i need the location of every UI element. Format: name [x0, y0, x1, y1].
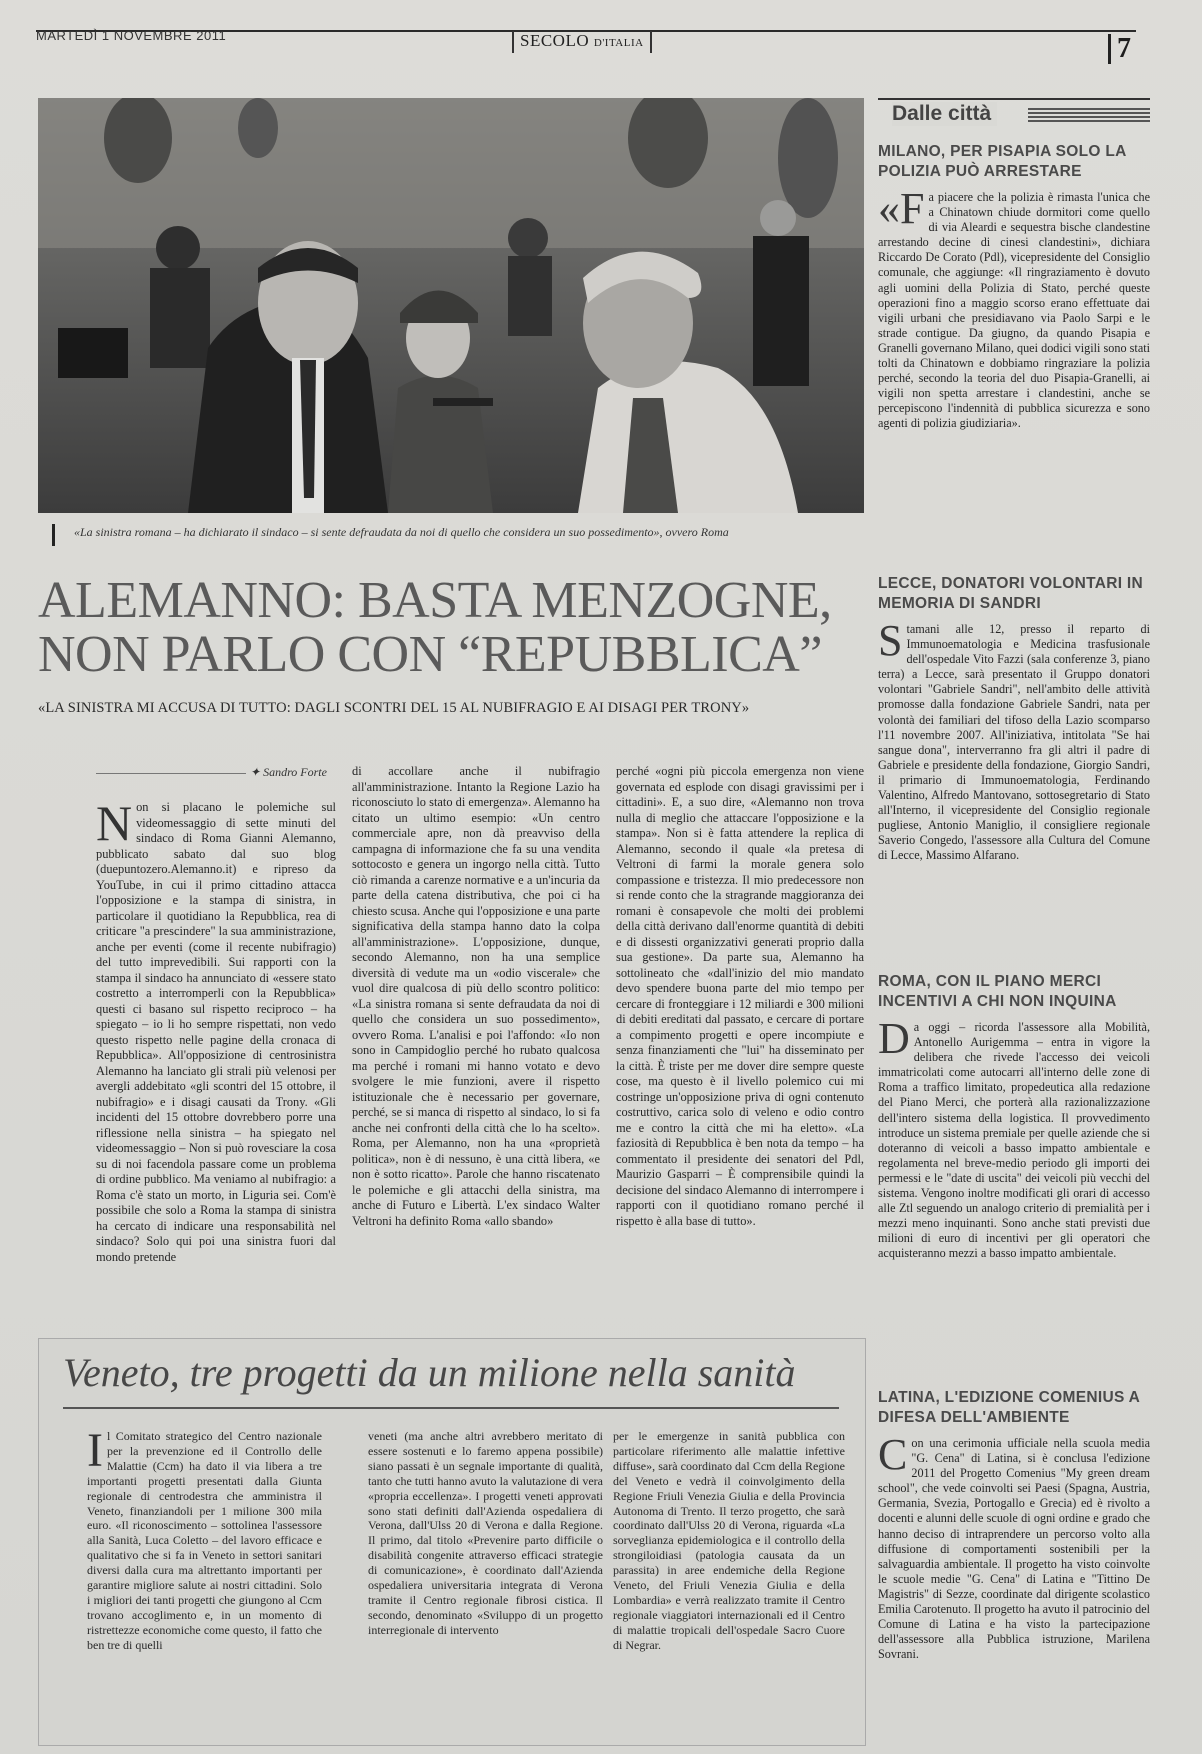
sidebar-item-lecce — [878, 574, 1150, 960]
masthead-brand — [512, 31, 652, 53]
article-column-1 — [96, 800, 336, 1315]
sidebar-item-latina — [878, 1388, 1150, 1726]
sidebar-item-text — [878, 1020, 1150, 1376]
veneto-column-3 — [613, 1429, 845, 1729]
photo-illustration — [38, 98, 864, 513]
sidebar-item-text — [878, 190, 1150, 562]
sidebar-item-text — [878, 622, 1150, 960]
author-name: Sandro Forte — [263, 765, 327, 779]
article-column-1-text: on si placano le polemiche sul videomessaggio di sette minuti del sindaco di Roma Gianni Alemanno, pubblicato sabato dal suo blog (duepuntozero.Alemanno.it) e ripreso da YouTube, in cui il primo cittadino attacca l'opposizione e la stampa di sinistra, in particolare il quotidiano la Repubblica, rea di criticare "a prescindere" la sua amministrazione, anche per eventi (come il recente nubifragio) del tutto imprevedibili. Sui rapporti con la stampa il sindaco ha annunciato di «essere stato costretto a interromperli con la Repubblica» questi ci basano sul rispetto reciproco – ha spiegato – io li ho sempre rispettati, non vedo questo rispetto nelle pagine della cronaca di Repubblica». All'opposizione di centrosinistra Alemanno ha lanciato gli strali più velenosi per avergli addebitato «gli scontri del 15 ottobre, il nubifragio» e i disagi causati da Trony. «Gli incidenti del 15 ottobre dovrebbero porre una riflessione nella sinistra – ha spiegato nel videomessaggio – Non si può rovesciare la cosa su di noi facendola passare come un problema di ordine pubblico. Ma veniamo al nubifragio: a Roma c'è stato un morto, in Liguria sei. Com'è possibile che solo a Roma la stampa di sinistra ha cercato di indicare una responsabilità nel sindaco? Solo qui poi una sinistra fuori dal mondo pretende — [96, 800, 336, 1264]
headline-line-2: NON PARLO CON “REPUBBLICA” — [38, 626, 822, 683]
masthead-brand-small: D'ITALIA — [593, 37, 644, 49]
sidebar-item-title: ROMA, CON IL PIANO MERCI INCENTIVI A CHI NON INQUINA — [878, 973, 1117, 1010]
veneto-article-box — [38, 1338, 866, 1746]
veneto-dropcap: I — [87, 1429, 103, 1477]
sidebar-item-title: MILANO, PER PISAPIA SOLO LA POLIZIA PUÒ ARRESTARE — [878, 143, 1127, 180]
article-column-3 — [616, 764, 864, 1315]
photo-caption: «La sinistra romana – ha dichiarato il sindaco – si sente defraudata da noi di quello che considera un suo possedimento», ovvero Roma — [74, 525, 729, 539]
article-headline — [38, 574, 868, 682]
veneto-column-3-text: per le emergenze in sanità pubblica con particolare riferimento alle malattie infettive diffuse», sarà coordinato dal Ccm della Regione del Veneto e vedrà il coinvolgimento della Regione Friuli Venezia Giulia e della Provincia Autonoma di Trento. Il terzo progetto, che sarà coordinato dall'Ulss 20 di Verona, riguarda «La sorveglianza epidemiologica e il controllo della strongiloidiasi (patologia causata da un parassita) in aree endemiche della Regione Veneto, del Friuli Venezia Giulia e della Lombardia» e verrà realizzato tramite il Centro regionale viaggiatori internazionali ed il Centro di malattie tropicali dell'ospedale Sacro Cuore di Negrar. — [613, 1429, 845, 1652]
headline-line-1: ALEMANNO: BASTA MENZOGNE, — [38, 572, 832, 629]
sidebar-header-stripes — [1028, 108, 1150, 122]
author-rule — [96, 773, 246, 774]
article-column-2 — [352, 764, 600, 1315]
sidebar-item-roma — [878, 972, 1150, 1376]
caption-rule — [52, 524, 55, 546]
sidebar-item-dropcap: D — [878, 1020, 910, 1063]
sidebar-item-title: LATINA, L'EDIZIONE COMENIUS A DIFESA DELL'AMBIENTE — [878, 1389, 1140, 1426]
veneto-rule — [63, 1407, 839, 1409]
article-column-2-text: di accollare anche il nubifragio all'amministrazione. Intanto la Regione Lazio ha riconosciuto lo stato di emergenza». Alemanno ha citato un ultimo esempio: «Un centro commerciale apre, non dà preavviso della campagna di informazione che fa su una vendita sottocosto e genera un ingorgo nella città. Tutto ciò rimanda a carenze normative e a un'incuria da parte della catena distributiva, che poi ci ha chiesto scusa. Anche qui l'opposizione e una parte significativa della stampa hanno dato la colpa all'amministrazione». L'opposizione, dunque, secondo Alemanno, non ha una semplice diversità di vedute ma un «odio viscerale» che vuol dire qualcosa di più dello scontro politico: «La sinistra romana si sente defraudata da noi di quello che considera un suo possedimento», ovvero Roma. L'analisi e poi l'affondo: «Io non sono in Campidoglio perché ho rubato qualcosa ma perché i romani mi hanno votato e devo svolgere le mie funzioni, avere il rispetto istituzionale che è necessario per governare, perché, se si manca di rispetto al sindaco, lo si fa anche nei confronti della città che lo ha scelto». Roma, per Alemanno, non ha una «proprietà politica», non è di nessuno, è una città libera, «e non è sotto ricatto». Parole che hanno riscatenato le polemiche e gli attacchi della sinistra, ma anche di Futuro e Libertà. L'ex sindaco Walter Veltroni ha definito Roma «allo sbando» — [352, 764, 600, 1228]
veneto-column-2-text: veneti (ma anche altri avrebbero meritato di essere sostenuti e lo faremo appena possibile) siano passati è un segnale importante di qualità, tanto che tutti hanno avuto la valutazione di vera «propria eccellenza». I progetti veneti approvati sono stati definiti dall'Azienda ospedaliera di Verona, dall'Ulss 20 di Verona e dalla Regione. Il primo, dal titolo «Prevenire parto difficile o disabilità congenite attraverso efficaci strategie di comunicazione», è coordinato dall'Azienda ospedaliera universitaria integrata di Verona tramite il Centro regionale fibrosi cistica. Il secondo, denominato «Sviluppo di un progetto interregionale di intervento — [368, 1429, 603, 1637]
sidebar-item-dropcap: «F — [878, 190, 925, 233]
sidebar-item-dropcap: S — [878, 622, 903, 665]
sidebar-item-milano — [878, 142, 1150, 562]
veneto-column-1-text: l Comitato strategico del Centro nazionale per la prevenzione ed il Controllo delle Malattie (Ccm) ha dato il via libera a tre importanti progetti presentati dalla Giunta regionale di centrodestra che amministra il Veneto, finanziandoli per 1 milione 300 mila euro. «Il riconoscimento – sottolinea l'assessore alla Sanità, Luca Coletto – del lavoro efficace e qualitativo che si fa in Veneto in settori sanitari diversi dalla cura ma altrettanto importanti per garantire migliore salute ai nostri cittadini. Solo i migliori dei tanti progetti che giungono al Ccm trovano accoglimento e, in un momento di ristrettezze economiche come questo, il fatto che ben tre di quelli — [87, 1429, 322, 1652]
article-author: ✦ Sandro Forte — [250, 765, 327, 779]
sidebar-header-title: Dalle città — [892, 102, 997, 126]
news-photo — [38, 98, 864, 513]
sidebar-item-body: a oggi – ricorda l'assessore alla Mobilità, Antonello Aurigemma – entra in vigore la delibera che rivede l'accesso dei veicoli immatricolati come autocarri all'interno delle zone di Roma a traffico limitato, propedeutica alla redazione del Piano Merci, che porterà alla razionalizzazione dell'intero sistema della logistica. Il provvedimento introduce un sistema premiale per quelle aziende che si doteranno di veicoli a basso impatto ambientale e regolamenta nel breve-medio periodo gli importi dei permessi e le "date di uscita" dei veicoli più vecchi del sistema. Vengono inoltre modificati gli orari di accesso alle Ztl seguendo un analogo criterio di premialità per i mezzi meno inquinanti. Sono anche stati previsti due milioni di euro di incentivi per gli operatori che acquisteranno mezzi a basso impatto ambientale. — [878, 1020, 1150, 1261]
sidebar-item-body: tamani alle 12, presso il reparto di Immunoematologia e Medicina trasfusionale dell'ospedale Vito Fazzi (sala conferenze 3, piano terra) a Lecce, sarà presentato il Gruppo donatori volontari "Gabriele Sandri", nell'ambito delle attività promosse dalla fondazione Gabriele Sandri, nata per volontà dei familiari del tifoso della Lazio scomparso l'11 novembre 2007. All'iniziativa, intitolata "Se hai sangue dona", interverranno fra gli altri il padre di Gabriele e presidente della fondazione, Giorgio Sandri, il primario di Immunoematologia, Ferdinando Valentino, Alfredo Mantovano, sottosegretario di Stato all'Interno, il vicepresidente del Consiglio regionale pugliese, Antonio Maniglio, il consigliere regionale Saverio Congedo, l'assessore alla Cultura del Comune di Lecce, Massimo Alfarano. — [878, 622, 1150, 863]
article-dropcap: N — [96, 800, 133, 851]
masthead-date: MARTEDÌ 1 NOVEMBRE 2011 — [36, 28, 227, 43]
sidebar-dalle-citta — [878, 98, 1150, 1726]
sidebar-item-body: a piacere che la polizia è rimasta l'unica che a Chinatown chiude dormitori come quello di via Aleardi e sequestra bische clandestine arrestando decine di cinesi clandestini», dichiara Riccardo De Corato (Pdl), vicepresidente del Consiglio comunale, che aggiunge: «Il ringraziamento è dovuto agli uomini della Polizia di Stato, perché queste operazioni fino a maggio scorso erano effettuate dai vigili urbani che presidiavano via Paolo Sarpi e le strade contigue. Da giugno, da quando Pisapia e Granelli governano Milano, quei dodici vigili sono stati tolti da Chinatown e dobbiamo ringraziare la polizia perché, secondo la teoria del duo Pisapia-Granelli, ai vigili non spetta arrestare i clandestini, anche se percepiscono l'indennità di pubblica sicurezza e sono agenti di polizia giudiziaria». — [878, 190, 1150, 431]
sidebar-item-title: LECCE, DONATORI VOLONTARI IN MEMORIA DI SANDRI — [878, 575, 1144, 612]
masthead-brand-main: SECOLO — [520, 31, 590, 50]
sidebar-header — [878, 98, 1150, 130]
veneto-column-1 — [87, 1429, 322, 1729]
veneto-column-2 — [368, 1429, 603, 1729]
sidebar-item-dropcap: C — [878, 1436, 908, 1479]
veneto-headline: Veneto, tre progetti da un milione nella sanità — [63, 1350, 796, 1395]
page-number: 7 — [1108, 34, 1131, 64]
sidebar-item-body: on una cerimonia ufficiale nella scuola media "G. Cena" di Latina, si è conclusa l'edizione 2011 del Progetto Comenius "My green dream school", che vede coinvolti sei Paesi (Spagna, Austria, Germania, Svezia, Portogallo e Grecia) ed è rivolto a docenti e alunni delle scuole di ogni ordine e grado che hanno deciso di intraprendere un percorso volto alla diffusione di comportamenti sostenibili per la salvaguardia ambientale. Il progetto ha visto coinvolte le scuole medie "G. Cena" di Latina e "Tittino De Magistris" di Sezze, coordinate dal dirigente scolastico Emilia Carotenuto. Il progetto ha avuto il patrocinio del Comune di Latina e ha visto la partecipazione dell'assessore alla Pubblica istruzione, Marilena Sovrani. — [878, 1436, 1150, 1662]
article-subhead: «LA SINISTRA MI ACCUSA DI TUTTO: DAGLI SCONTRI DEL 15 AL NUBIFRAGIO E AI DISAGI PER TRONY» — [38, 700, 750, 716]
sidebar-item-text — [878, 1436, 1150, 1726]
article-column-3-text: perché «ogni più piccola emergenza non viene governata ed esplode con disagi gravissimi per i cittadini». E, a suo dire, «Alemanno non trova nulla di meglio che attaccare l'opposizione e la stampa». Non si è fatta attendere la replica di Alemanno, secondo il quale «la pretesa di Veltroni di farmi la morale genera solo compassione e tristezza. Il mio predecessore non si rende conto che la stragrande maggioranza dei romani è consapevole che molti dei problemi della città derivano dall'enorme quantità di debiti e di dissesti organizzativi generati proprio dalla sua gestione». Da parte sua, Alemanno ha sottolineato che «dall'inizio del mio mandato devo spendere buona parte del mio tempo per cercare di fronteggiare i 12 miliardi e 300 milioni di debiti ereditati dal passato, e cercare di portare a compimento progetti e opere incompiute e senza finanziamenti che "lui" ha disseminato per la città. È triste per me dover dire sempre queste cose, ma questo è il livello polemico cui mi costringe un'opposizione priva di ogni contenuto costruttivo, carica solo di veleno e odio contro me e contro la città che mi ha eletto». «La faziosità di Repubblica è ben nota da tempo – ha commentato il presidente dei senatori del Pdl, Maurizio Gasparri – È comprensibile quindi la decisione del sindaco Alemanno di interrompere i rapporti con il quotidiano romano perché il rispetto è alla base di tutto». — [616, 764, 864, 1228]
